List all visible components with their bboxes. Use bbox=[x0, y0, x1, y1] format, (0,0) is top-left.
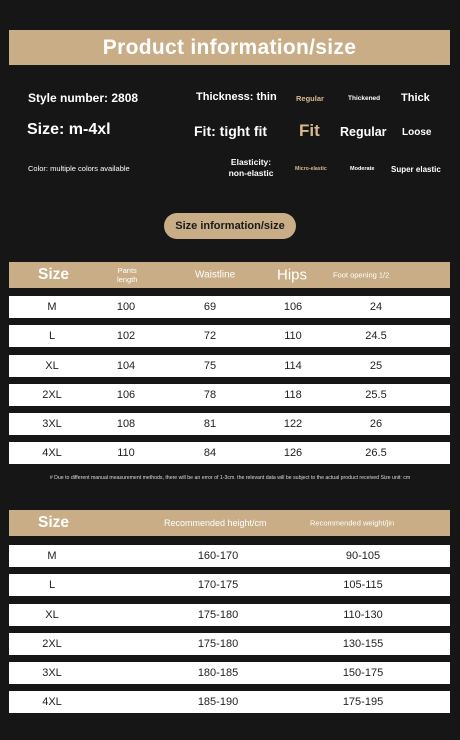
recommend-table-cell: 2XL bbox=[42, 638, 62, 650]
size-table-cell: 4XL bbox=[42, 447, 62, 459]
header-foot-opening: Foot opening 1/2 bbox=[333, 270, 390, 280]
recommend-table-cell: 170-175 bbox=[197, 579, 239, 591]
elasticity-label-line1: Elasticity: bbox=[230, 157, 272, 167]
size-table-cell: 110 bbox=[284, 330, 302, 342]
page-title: Product information/size bbox=[102, 35, 357, 59]
recommend-table-row bbox=[9, 545, 450, 567]
size-table-cell: 102 bbox=[116, 330, 136, 342]
fit-label: Fit: tight fit bbox=[194, 123, 268, 139]
size-table-cell: 75 bbox=[203, 360, 217, 372]
recommend-table-row bbox=[9, 662, 450, 684]
elasticity-option-micro: Micro-elastic bbox=[295, 166, 327, 172]
recommend-table-cell: 180-185 bbox=[197, 667, 239, 679]
recommend-table-cell: 105-115 bbox=[343, 579, 383, 591]
recommend-table-row bbox=[9, 691, 450, 713]
fit-option-regular: Regular bbox=[340, 125, 387, 139]
size-table-cell: 84 bbox=[203, 447, 217, 459]
page-title-banner bbox=[9, 30, 450, 65]
style-number: Style number: 2808 bbox=[28, 91, 139, 105]
size-table-cell: XL bbox=[45, 360, 59, 372]
size-table-row bbox=[9, 355, 450, 377]
color-info: Color: multiple colors available bbox=[28, 164, 130, 173]
recommend-table-cell: 110-130 bbox=[343, 609, 383, 621]
size-table-cell: 118 bbox=[284, 389, 302, 401]
header-pants-line1: Pants bbox=[117, 266, 137, 275]
size-table-row bbox=[9, 413, 450, 435]
recommend-table-cell: 185-190 bbox=[197, 696, 239, 708]
size-table-cell: 106 bbox=[283, 301, 303, 313]
recommend-table-cell: 150-175 bbox=[342, 667, 384, 679]
recommend-table-cell: L bbox=[48, 579, 56, 591]
header-rec-height: Recommended height/cm bbox=[164, 518, 267, 528]
size-table-row bbox=[9, 384, 450, 406]
thickness-option-thickened: Thickened bbox=[348, 95, 381, 102]
recommend-table-header bbox=[9, 510, 450, 536]
recommend-table-cell: 160-170 bbox=[197, 550, 239, 562]
size-table-row bbox=[9, 442, 450, 464]
thickness-option-regular: Regular bbox=[296, 94, 324, 103]
size-table-cell: 78 bbox=[203, 389, 217, 401]
recommend-table-cell: 3XL bbox=[42, 667, 62, 679]
elasticity-option-super: Super elastic bbox=[391, 165, 441, 174]
thickness-option-thick: Thick bbox=[401, 92, 430, 104]
size-table-row bbox=[9, 325, 450, 347]
size-table-cell: 25 bbox=[369, 360, 383, 372]
elasticity-label bbox=[226, 157, 276, 179]
recommend-table-row bbox=[9, 633, 450, 655]
size-table-cell: 104 bbox=[116, 360, 136, 372]
header-size: Size bbox=[38, 266, 70, 283]
size-table-cell: 25.5 bbox=[365, 389, 387, 401]
size-table-header bbox=[9, 262, 450, 288]
recommend-table-cell: 4XL bbox=[42, 696, 62, 708]
size-table-cell: 2XL bbox=[42, 389, 62, 401]
header-pants-length bbox=[117, 266, 137, 284]
size-table-cell: 100 bbox=[116, 301, 136, 313]
size-table-cell: 114 bbox=[284, 360, 302, 372]
size-table-cell: 106 bbox=[116, 389, 136, 401]
recommend-table-cell: 175-195 bbox=[342, 696, 384, 708]
recommend-table-cell: 130-155 bbox=[342, 638, 384, 650]
size-table-cell: 24.5 bbox=[365, 330, 387, 342]
recommend-table-row bbox=[9, 604, 450, 626]
size-table-cell: 3XL bbox=[42, 418, 62, 430]
recommend-table-cell: 175-180 bbox=[197, 638, 239, 650]
elasticity-label-line2: non-elastic bbox=[228, 168, 274, 178]
elasticity-option-moderate: Moderate bbox=[350, 166, 375, 172]
recommend-table-cell: 175-180 bbox=[197, 609, 239, 621]
size-range: Size: m-4xl bbox=[27, 121, 111, 138]
size-info-pill-label: Size information/size bbox=[175, 220, 285, 232]
header-rec-weight: Recommended weight/jin bbox=[310, 518, 395, 528]
size-info-pill bbox=[164, 213, 296, 239]
fit-option-loose: Loose bbox=[402, 127, 432, 138]
header-pants-line2: length bbox=[117, 275, 138, 284]
recommend-table-cell: 90-105 bbox=[345, 550, 381, 562]
size-table-cell: 108 bbox=[116, 418, 136, 430]
size-table-cell: 126 bbox=[283, 447, 303, 459]
size-table-cell: 26 bbox=[369, 418, 383, 430]
size-table-cell: 69 bbox=[203, 301, 217, 313]
recommend-table-cell: XL bbox=[45, 609, 59, 621]
recommend-table-row bbox=[9, 574, 450, 596]
size-table-cell: L bbox=[48, 330, 56, 342]
fit-option-fit: Fit bbox=[299, 121, 320, 140]
thickness-label: Thickness: thin bbox=[196, 91, 277, 103]
header-rec-size: Size bbox=[38, 514, 70, 531]
size-table-cell: 26.5 bbox=[365, 447, 387, 459]
size-table-cell: M bbox=[47, 301, 57, 313]
size-table-row bbox=[9, 296, 450, 318]
header-hips: Hips bbox=[277, 266, 308, 284]
size-table-cell: 110 bbox=[117, 447, 135, 459]
header-waistline: Waistline bbox=[195, 269, 236, 281]
size-table-cell: 24 bbox=[369, 301, 383, 313]
size-table-cell: 81 bbox=[203, 418, 217, 430]
size-table-cell: 72 bbox=[203, 330, 217, 342]
size-table-cell: 122 bbox=[283, 418, 303, 430]
recommend-table-cell: M bbox=[47, 550, 57, 562]
measurement-note: # Due to different manual measurement methods, there will be an error of 1-3cm. the relevant data will be subject to the actual product received Size unit: cm bbox=[49, 475, 411, 481]
